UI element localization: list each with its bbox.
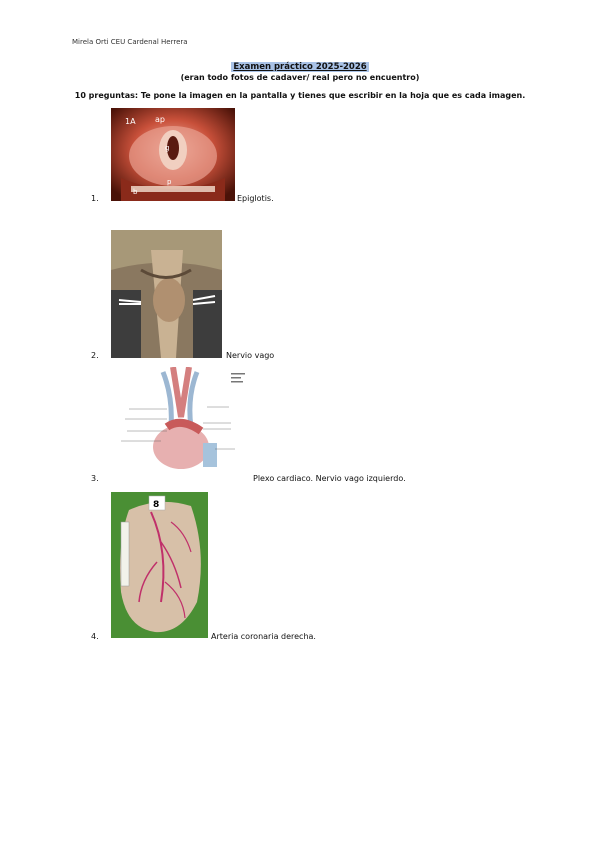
photo1-label-b: b [133,188,138,196]
instructions-text: 10 preguntas: Te pone la imagen en la pantalla y tienes que escribir en la hoja que es cada imagen. [74,91,526,100]
answer-3: Plexo cardiaco. Nervio vago izquierdo. [253,474,406,483]
document-title: Examen práctico 2025-2026 [233,62,367,72]
answer-2: Nervio vago [226,351,275,360]
question-number-1: 1. [91,194,99,203]
photo1-label-g: g [165,144,170,152]
photo1-label-p: p [167,178,172,186]
cardiac-plexus-diagram [111,367,249,477]
question-number-3: 3. [91,474,99,483]
larynx-photo [111,108,235,201]
document-subtitle: (eran todo fotos de cadaver/ real pero no encuentro) [180,73,420,82]
photo4-specimen-number: 8 [153,500,160,510]
question-number-2: 2. [91,351,99,360]
author-header: Mirela Orti CEU Cardenal Herrera [72,38,188,46]
answer-4: Arteria coronaria derecha. [211,632,316,641]
answer-1: Epiglotis. [237,194,274,203]
heart-specimen-photo [111,492,208,638]
photo1-label-ap: ap [155,115,165,124]
question-number-4: 4. [91,632,99,641]
thorax-dissection-photo [111,230,222,358]
photo1-label-1a: 1A [125,117,136,126]
title-wrap [0,54,600,73]
